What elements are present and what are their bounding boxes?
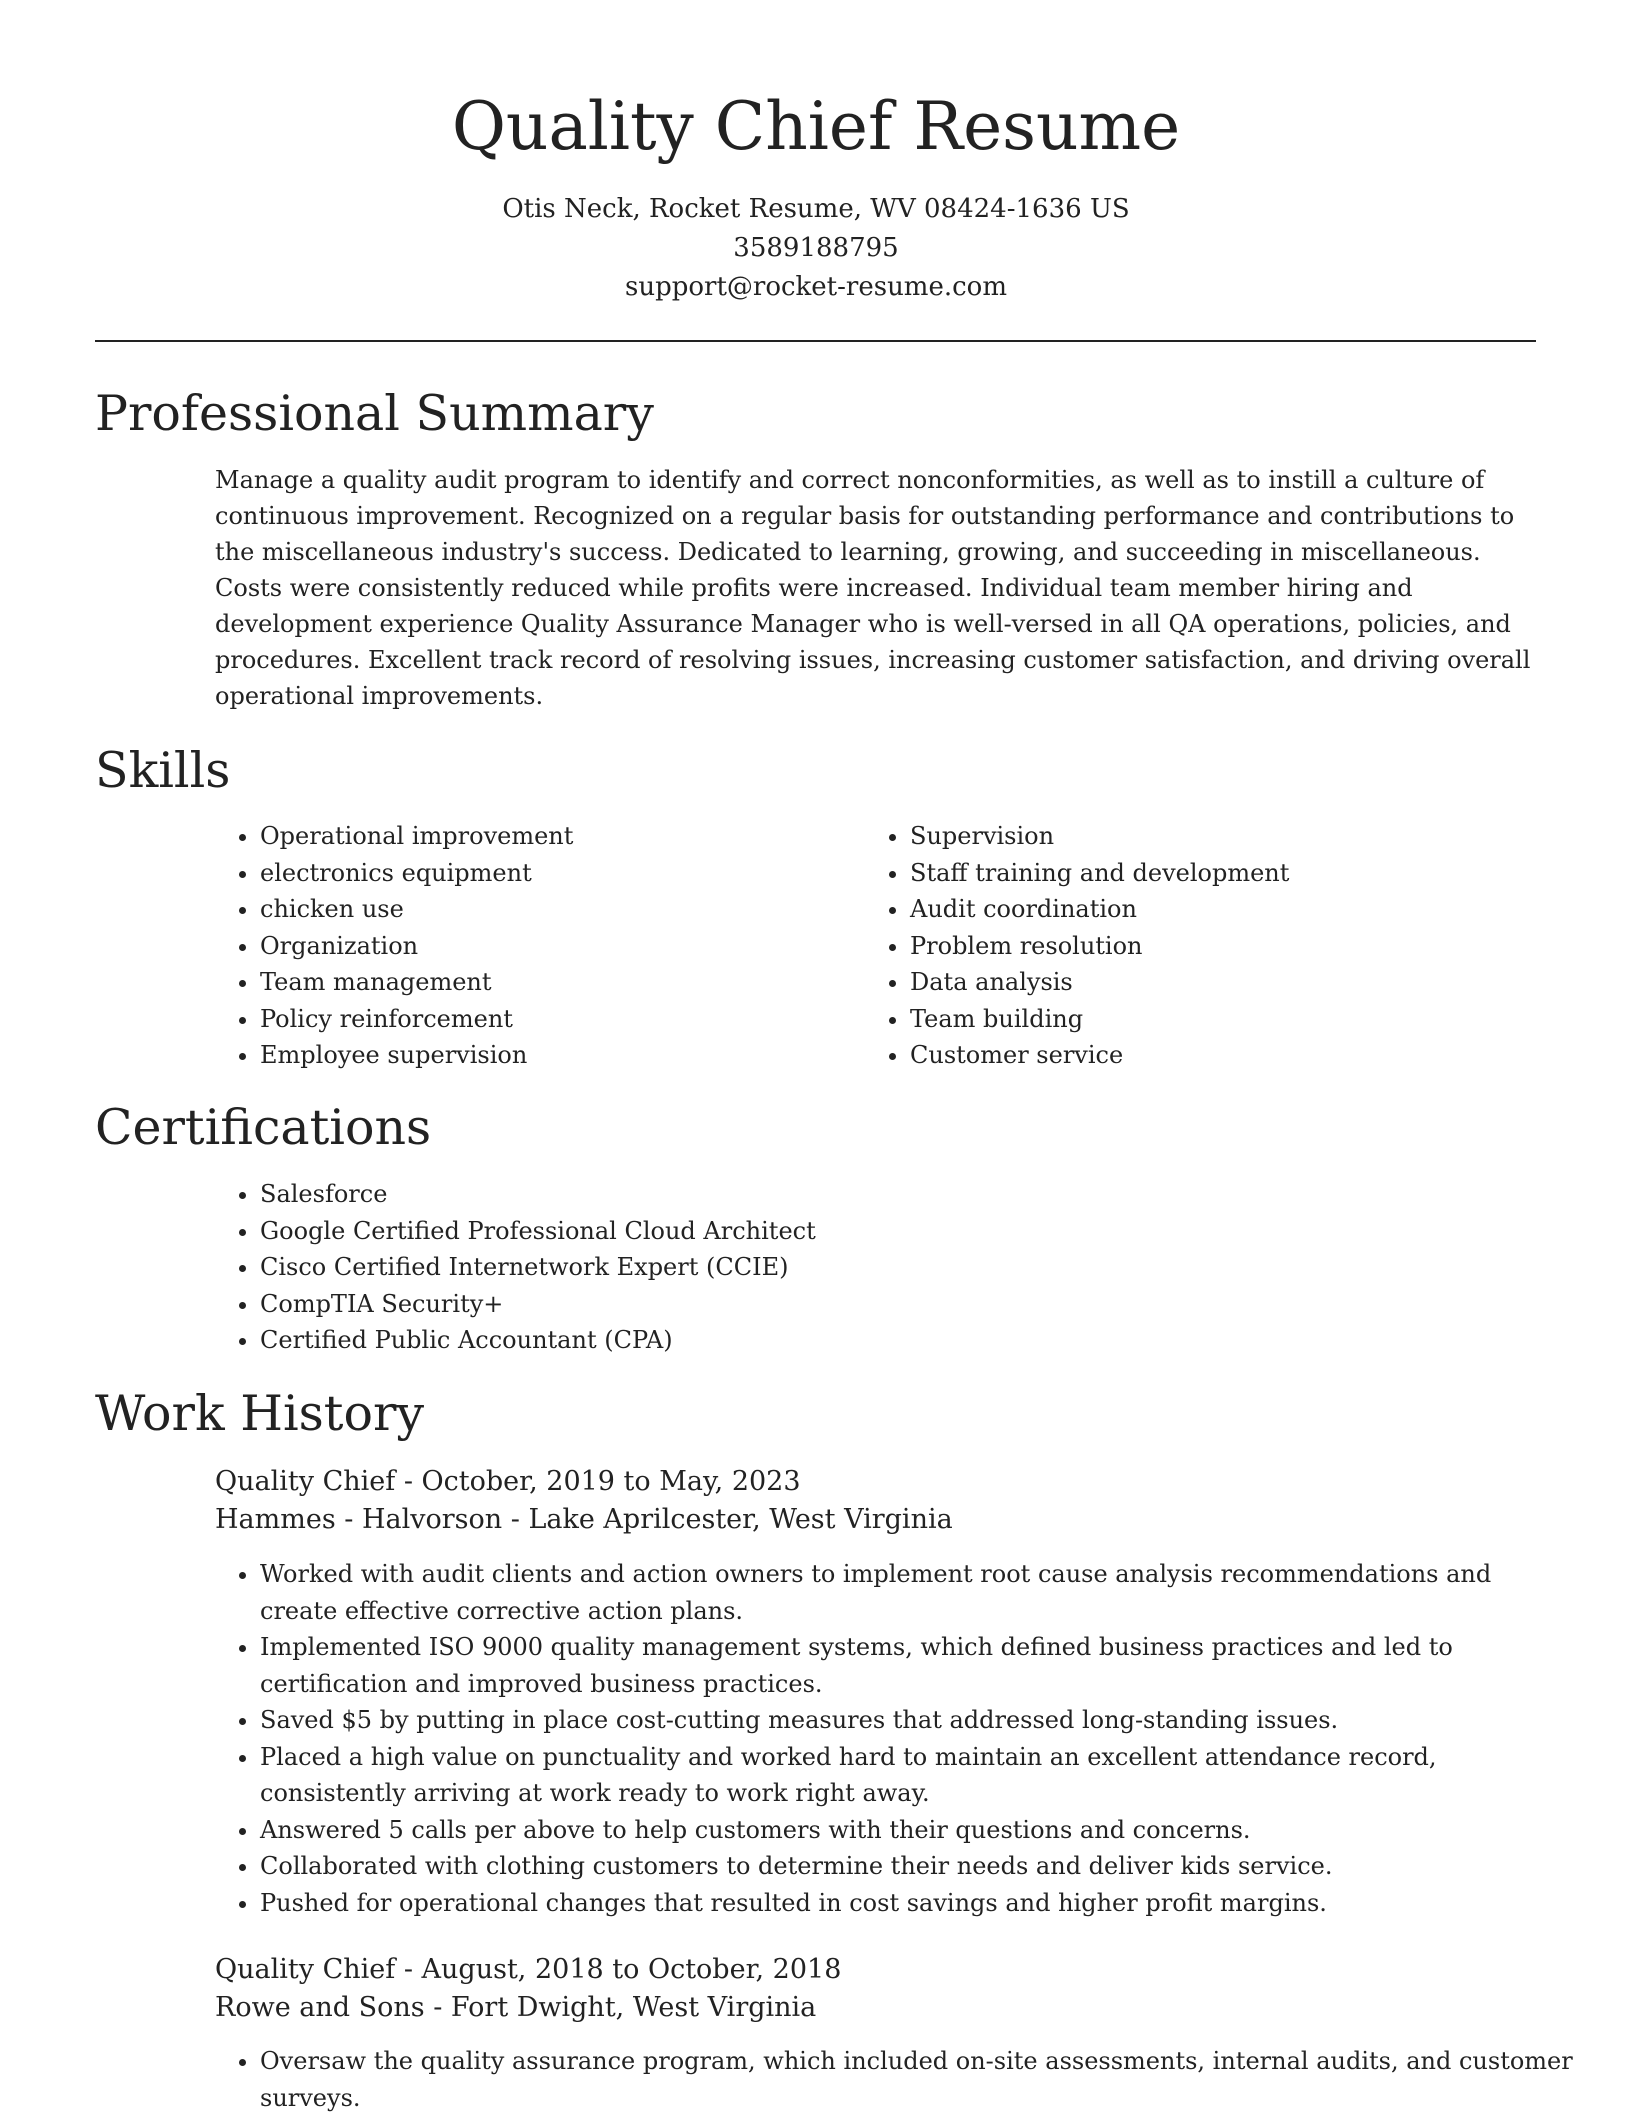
- list-item: • Google Certified Professional Cloud Architect: [260, 1213, 1560, 1250]
- job-title: Quality Chief: [215, 1466, 396, 1497]
- skills-heading: Skills: [95, 742, 231, 799]
- job-company: Rowe and Sons: [215, 1992, 425, 2023]
- list-item: • Oversaw the quality assurance program, which included on-site assessments, internal audits, and customer surveys.: [260, 2043, 1580, 2116]
- job-dates: August, 2018 to October, 2018: [421, 1954, 842, 1985]
- list-item: • Problem resolution: [910, 928, 1550, 965]
- job-title-line: [215, 1950, 841, 1989]
- contact-block: [0, 190, 1632, 307]
- job-location: Fort Dwight, West Virginia: [450, 1992, 817, 2023]
- list-item: • chicken use: [260, 891, 860, 928]
- separator: -: [502, 1504, 529, 1535]
- list-item: • Worked with audit clients and action owners to implement root cause analysis recommendations and create effective corrective action plans.: [260, 1556, 1560, 1629]
- job-title: Quality Chief: [215, 1954, 396, 1985]
- work-history-heading: Work History: [95, 1385, 425, 1442]
- separator: -: [424, 1992, 451, 2023]
- list-item: • Answered 5 calls per above to help customers with their questions and concerns.: [260, 1812, 1560, 1849]
- job-title-line: [215, 1462, 801, 1501]
- list-item: • Certified Public Accountant (CPA): [260, 1322, 1560, 1359]
- job-bullets: [216, 1556, 1560, 1921]
- skills-list-right: [866, 818, 1550, 1074]
- list-item: • Placed a high value on punctuality and worked hard to maintain an excellent attendance record, consistently arriving at work ready to work right away.: [260, 1739, 1560, 1812]
- list-item: • Implemented ISO 9000 quality management systems, which defined business practices and led to certification and improved business practices.: [260, 1629, 1560, 1702]
- list-item: • Cisco Certified Internetwork Expert (CCIE): [260, 1249, 1560, 1286]
- list-item: • Policy reinforcement: [260, 1001, 860, 1038]
- list-item: • Supervision: [910, 818, 1550, 855]
- list-item: • Organization: [260, 928, 860, 965]
- job-company: Hammes - Halvorson: [215, 1504, 503, 1535]
- separator: -: [395, 1466, 422, 1497]
- list-item: • Data analysis: [910, 964, 1550, 1001]
- list-item: • Staff training and development: [910, 855, 1550, 892]
- list-item: • Saved $5 by putting in place cost-cutting measures that addressed long-standing issues.: [260, 1702, 1560, 1739]
- job-dates: October, 2019 to May, 2023: [421, 1466, 801, 1497]
- contact-phone: 3589188795: [733, 233, 899, 263]
- job-company-line: [215, 1988, 816, 2027]
- list-item: • Salesforce: [260, 1176, 1560, 1213]
- header-divider: [95, 340, 1536, 342]
- list-item: • Operational improvement: [260, 818, 860, 855]
- list-item: • Team building: [910, 1001, 1550, 1038]
- job-location: Lake Aprilcester, West Virginia: [528, 1504, 953, 1535]
- list-item: • Pushed for operational changes that resulted in cost savings and higher profit margins.: [260, 1885, 1560, 1922]
- skills-list-left: [216, 818, 860, 1074]
- summary-text: Manage a quality audit program to identify and correct nonconformities, as well as to instill a culture of continuous improvement. Recognized on a regular basis for outstanding performance and contributions to the miscellaneous industry's success. Dedicated to learning, growing, and succeeding in miscellaneous. Costs were consistently reduced while profits were increased. Individual team member hiring and development experience Quality Assurance Manager who is well-versed in all QA operations, policies, and procedures. Excellent track record of resolving issues, increasing customer satisfaction, and driving overall operational improvements.: [215, 466, 1531, 710]
- separator: -: [395, 1954, 422, 1985]
- certifications-heading: Certifications: [95, 1099, 432, 1156]
- list-item: • Customer service: [910, 1037, 1550, 1074]
- resume-title: Quality Chief Resume: [451, 88, 1181, 165]
- summary-heading: Professional Summary: [95, 385, 654, 442]
- contact-email: support@rocket-resume.com: [624, 272, 1007, 302]
- list-item: • Audit coordination: [910, 891, 1550, 928]
- list-item: • Collaborated with clothing customers to determine their needs and deliver kids service.: [260, 1848, 1560, 1885]
- certifications-list: [216, 1176, 1560, 1359]
- list-item: • Employee supervision: [260, 1037, 860, 1074]
- list-item: • electronics equipment: [260, 855, 860, 892]
- contact-address: Otis Neck, Rocket Resume, WV 08424-1636 US: [502, 194, 1130, 224]
- job-company-line: [215, 1500, 953, 1539]
- list-item: • Team management: [260, 964, 860, 1001]
- job-bullets: [216, 2043, 1580, 2116]
- list-item: • CompTIA Security+: [260, 1286, 1560, 1323]
